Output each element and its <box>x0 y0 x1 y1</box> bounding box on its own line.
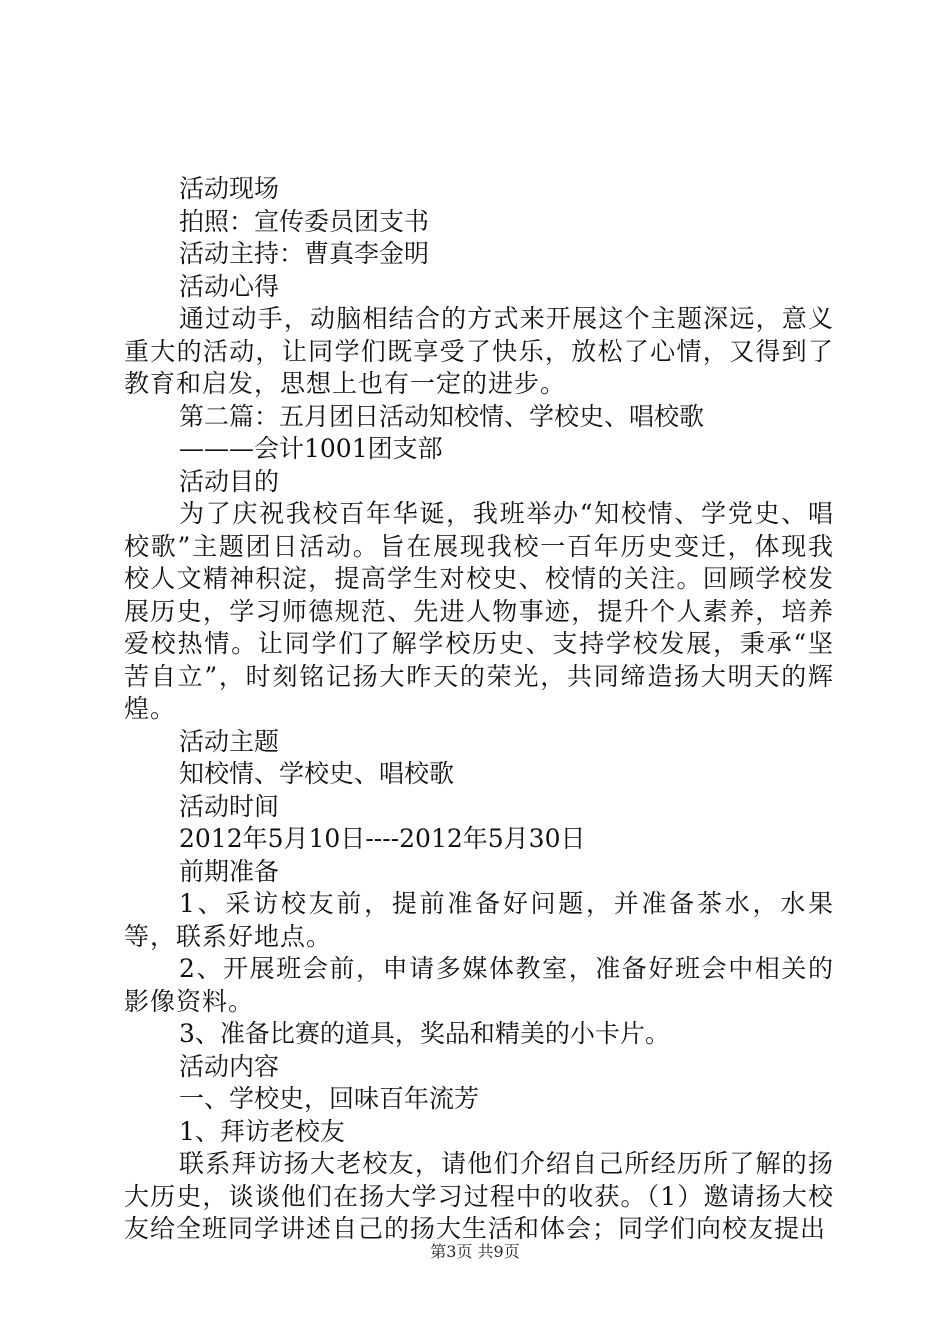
heading-school-history: 一、学校史，回味百年流芳 <box>179 1084 480 1113</box>
line-host: 活动主持：曹真李金明 <box>179 239 430 268</box>
heading-content: 活动内容 <box>179 1051 280 1081</box>
heading-theme: 活动主题 <box>179 726 280 756</box>
paragraph-purpose: 为了庆祝我校百年华诞，我班举办“知校情、学党史、唱校歌”主题团日活动。旨在展现我校一百年历史变迁，体现我校人文精神积淀，提高学生对校史、校情的关注。回顾学校发展历史，学习师德规范、先进人物事迹，提升个人素养，培养爱校热情。让同学们了解学校历史、支持学校发展，秉承“坚苦自立”，时刻铭记扬大昨天的荣光，共同缔造扬大明天的辉煌。 <box>124 499 834 723</box>
heading-reflection: 活动心得 <box>179 271 280 301</box>
line-time-value: 2012年5月10日----2012年5月30日 <box>179 824 586 853</box>
line-theme-value: 知校情、学校史、唱校歌 <box>179 759 455 788</box>
heading-visit-alumni: 1、拜访老校友 <box>179 1116 345 1146</box>
paragraph-prep-1: 1、采访校友前，提前准备好问题，并准备茶水，水果等，联系好地点。 <box>124 889 834 951</box>
heading-purpose: 活动目的 <box>179 466 280 496</box>
line-branch: ———会计1001团支部 <box>179 434 443 463</box>
paragraph-prep-2: 2、开展班会前，申请多媒体教室，准备好班会中相关的影像资料。 <box>124 954 834 1016</box>
paragraph-reflection: 通过动手，动脑相结合的方式来开展这个主题深远，意义重大的活动，让同学们既享受了快乐，放松了心情，又得到了教育和启发，思想上也有一定的进步。 <box>124 304 834 398</box>
heading-part-two: 第二篇：五月团日活动知校情、学校史、唱校歌 <box>179 401 705 431</box>
paragraph-visit-alumni: 联系拜访扬大老校友，请他们介绍自己所经历所了解的扬大历史，谈谈他们在扬大学习过程中的收获。（1）邀请扬大校友给全班同学讲述自己的扬大生活和体会；同学们向校友提出 <box>124 1149 834 1243</box>
document-body <box>124 173 834 1246</box>
heading-preparation: 前期准备 <box>179 856 280 886</box>
line-photographer: 拍照：宣传委员团支书 <box>179 206 430 236</box>
heading-time: 活动时间 <box>179 791 280 821</box>
page-number: 第3页 共9页 <box>430 1242 520 1261</box>
heading-activity-scene: 活动现场 <box>179 174 280 203</box>
line-prep-3: 3、准备比赛的道具，奖品和精美的小卡片。 <box>179 1019 670 1048</box>
